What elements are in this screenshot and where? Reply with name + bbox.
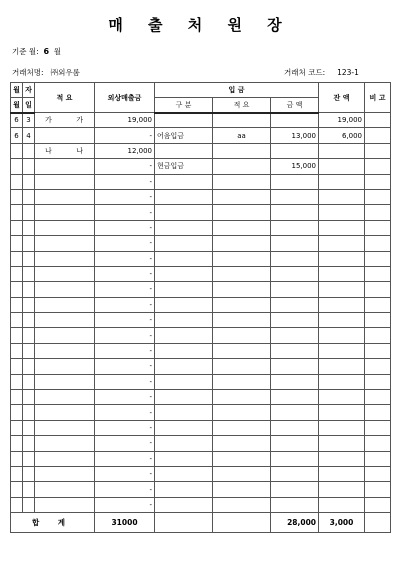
row-note [365,128,391,143]
table-row [11,282,391,297]
row-deposit-type [155,189,213,204]
row-day [23,420,35,435]
row-balance [319,405,365,420]
row-deposit-note [213,451,271,466]
row-deposit-note [213,390,271,405]
row-day [23,143,35,158]
row-credit-sales: - [95,220,155,235]
row-note [365,236,391,251]
row-month [11,359,23,374]
row-note [365,359,391,374]
row-deposit-amount [271,266,319,281]
row-day [23,266,35,281]
row-description [35,420,95,435]
row-day [23,205,35,220]
row-note [365,220,391,235]
row-deposit-note: aa [213,128,271,143]
row-deposit-amount [271,436,319,451]
row-month [11,220,23,235]
table-row [11,189,391,204]
row-description [35,451,95,466]
period-info [12,46,61,57]
period-suffix: 월 [53,47,62,56]
row-deposit-note [213,420,271,435]
row-deposit-type [155,251,213,266]
row-balance [319,236,365,251]
customer-code-label: 거래처 코드: [284,68,326,77]
row-day: 3 [23,113,35,128]
table-row [11,205,391,220]
total-deposit-amount: 28,000 [271,513,319,533]
row-credit-sales: - [95,159,155,174]
row-note [365,328,391,343]
row-deposit-amount [271,359,319,374]
row-deposit-type: 어음입금 [155,128,213,143]
row-deposit-amount: 15,000 [271,159,319,174]
row-balance: 19,000 [319,113,365,128]
row-deposit-amount [271,420,319,435]
row-description [35,497,95,512]
row-credit-sales: - [95,436,155,451]
table-row [11,174,391,189]
row-month [11,451,23,466]
row-credit-sales: 12,000 [95,143,155,158]
ledger-body [11,113,391,513]
row-deposit-amount [271,236,319,251]
row-description [35,343,95,358]
row-balance [319,420,365,435]
row-description [35,143,95,158]
row-deposit-note [213,405,271,420]
row-balance [319,328,365,343]
row-note [365,205,391,220]
row-deposit-type [155,174,213,189]
row-description [35,328,95,343]
row-deposit-type [155,420,213,435]
row-note [365,390,391,405]
row-note [365,282,391,297]
row-deposit-type [155,220,213,235]
row-balance [319,174,365,189]
row-month [11,497,23,512]
row-description [35,251,95,266]
row-day [23,405,35,420]
row-deposit-type: 현금입금 [155,159,213,174]
header-row-top [11,83,391,98]
row-description [35,313,95,328]
row-deposit-note [213,236,271,251]
row-credit-sales: - [95,297,155,312]
total-sales: 31000 [95,513,155,533]
row-deposit-note [213,251,271,266]
row-deposit-amount [271,251,319,266]
header-month: 월 [11,83,23,98]
total-deposit-type [155,513,213,533]
total-balance: 3,000 [319,513,365,533]
table-row [11,220,391,235]
row-day [23,159,35,174]
table-row [11,251,391,266]
row-deposit-amount [271,451,319,466]
row-deposit-amount [271,113,319,128]
row-description [35,266,95,281]
row-day [23,482,35,497]
row-description [35,374,95,389]
header-remarks: 비 고 [365,83,391,113]
row-day [23,451,35,466]
row-deposit-note [213,436,271,451]
row-deposit-note [213,220,271,235]
table-row [11,113,391,128]
table-row [11,482,391,497]
header-deposit-amount: 금 액 [271,98,319,113]
row-deposit-type [155,466,213,481]
row-deposit-amount [271,297,319,312]
row-description [35,113,95,128]
row-month [11,482,23,497]
row-day [23,251,35,266]
table-row [11,128,391,143]
row-deposit-amount [271,343,319,358]
row-day [23,189,35,204]
row-deposit-type [155,359,213,374]
row-description-part: 나 [45,146,53,155]
row-deposit-type [155,282,213,297]
row-deposit-amount [271,282,319,297]
row-note [365,466,391,481]
row-credit-sales: - [95,405,155,420]
row-deposit-type [155,313,213,328]
row-description [35,297,95,312]
row-credit-sales: - [95,266,155,281]
row-note [365,251,391,266]
row-credit-sales: - [95,313,155,328]
row-deposit-amount [271,374,319,389]
customer-code-info [284,67,359,78]
row-day [23,374,35,389]
row-balance [319,466,365,481]
row-deposit-type [155,343,213,358]
row-deposit-type [155,405,213,420]
customer-label: 거래처명: [12,68,44,77]
row-credit-sales: - [95,189,155,204]
row-deposit-amount [271,174,319,189]
row-deposit-note [213,297,271,312]
row-day [23,236,35,251]
ledger-table [10,82,391,533]
row-deposit-type [155,374,213,389]
row-month [11,266,23,281]
row-month [11,313,23,328]
row-credit-sales: - [95,420,155,435]
row-credit-sales: - [95,390,155,405]
row-deposit-note [213,359,271,374]
row-credit-sales: - [95,205,155,220]
row-deposit-note [213,313,271,328]
row-note [365,266,391,281]
row-balance: 6,000 [319,128,365,143]
table-row [11,328,391,343]
table-row [11,143,391,158]
row-deposit-amount [271,328,319,343]
row-credit-sales: - [95,482,155,497]
table-row [11,405,391,420]
row-note [365,374,391,389]
row-description [35,390,95,405]
row-balance [319,343,365,358]
row-description [35,189,95,204]
table-row [11,343,391,358]
table-row [11,159,391,174]
row-deposit-note [213,497,271,512]
row-description-part: 가 [45,116,53,125]
row-month [11,189,23,204]
row-note [365,405,391,420]
row-month [11,420,23,435]
row-description [35,405,95,420]
row-note [365,420,391,435]
row-deposit-amount [271,405,319,420]
row-balance [319,159,365,174]
row-day [23,497,35,512]
row-balance [319,143,365,158]
row-credit-sales: - [95,343,155,358]
row-description-part: 나 [76,146,84,155]
row-note [365,297,391,312]
customer-code-value: 123-1 [337,68,359,77]
row-description [35,282,95,297]
row-month [11,297,23,312]
row-deposit-note [213,113,271,128]
row-month [11,328,23,343]
table-row [11,497,391,512]
table-row [11,420,391,435]
row-balance [319,205,365,220]
row-description [35,159,95,174]
row-description [35,236,95,251]
row-deposit-type [155,328,213,343]
row-day [23,313,35,328]
row-credit-sales: - [95,374,155,389]
row-deposit-type [155,266,213,281]
table-row [11,374,391,389]
table-row [11,466,391,481]
header-deposit-type: 구 분 [155,98,213,113]
table-row [11,436,391,451]
row-deposit-type [155,436,213,451]
row-description [35,466,95,481]
row-deposit-amount [271,313,319,328]
header-credit-sales: 외상매출금 [95,83,155,113]
row-deposit-amount [271,497,319,512]
row-deposit-amount [271,466,319,481]
row-note [365,143,391,158]
row-note [365,174,391,189]
row-deposit-type [155,236,213,251]
row-month [11,374,23,389]
row-deposit-note [213,482,271,497]
row-description [35,482,95,497]
row-balance [319,189,365,204]
row-month [11,466,23,481]
header-deposit: 입 금 [155,83,319,98]
row-deposit-note [213,159,271,174]
header-month-sub: 월 [11,98,23,113]
period-label: 기준 월: [12,47,39,56]
row-description-part: 가 [76,116,84,125]
row-note [365,451,391,466]
row-note [365,343,391,358]
row-credit-sales: - [95,466,155,481]
row-day: 4 [23,128,35,143]
row-credit-sales: - [95,451,155,466]
row-month [11,159,23,174]
row-balance [319,282,365,297]
header-balance: 잔 액 [319,83,365,113]
row-balance [319,482,365,497]
period-value: 6 [43,47,50,56]
row-description [35,205,95,220]
row-deposit-amount [271,220,319,235]
row-deposit-note [213,282,271,297]
row-credit-sales: - [95,128,155,143]
row-note [365,189,391,204]
row-note [365,313,391,328]
row-deposit-type [155,390,213,405]
row-deposit-type [155,143,213,158]
row-month [11,282,23,297]
row-credit-sales: - [95,251,155,266]
row-month: 6 [11,113,23,128]
row-credit-sales: - [95,359,155,374]
customer-name: ㈜외우롬 [50,68,80,77]
row-deposit-type [155,297,213,312]
table-row [11,359,391,374]
row-description [35,174,95,189]
row-balance [319,374,365,389]
row-day [23,390,35,405]
row-deposit-type [155,205,213,220]
table-row [11,297,391,312]
row-day [23,220,35,235]
row-day [23,343,35,358]
table-row [11,451,391,466]
row-day [23,282,35,297]
row-note [365,497,391,512]
row-day [23,466,35,481]
row-day [23,359,35,374]
row-description [35,128,95,143]
header-deposit-note: 적 요 [213,98,271,113]
row-month: 6 [11,128,23,143]
row-deposit-amount [271,205,319,220]
row-day [23,297,35,312]
header-description: 적 요 [35,83,95,113]
row-balance [319,497,365,512]
row-deposit-type [155,113,213,128]
row-credit-sales: - [95,328,155,343]
row-note [365,482,391,497]
row-deposit-note [213,143,271,158]
row-month [11,390,23,405]
row-balance [319,313,365,328]
row-deposit-note [213,205,271,220]
row-credit-sales: 19,000 [95,113,155,128]
row-month [11,205,23,220]
row-month [11,251,23,266]
table-row [11,390,391,405]
row-deposit-note [213,174,271,189]
row-balance [319,390,365,405]
row-day [23,174,35,189]
row-balance [319,266,365,281]
total-label: 합 계 [11,513,95,533]
row-description [35,359,95,374]
row-deposit-amount [271,482,319,497]
row-balance [319,297,365,312]
row-balance [319,436,365,451]
row-deposit-amount: 13,000 [271,128,319,143]
customer-info [12,67,80,78]
table-row [11,266,391,281]
row-month [11,343,23,358]
row-day [23,328,35,343]
row-credit-sales: - [95,497,155,512]
header-day-sub: 일 [23,98,35,113]
row-credit-sales: - [95,174,155,189]
row-description [35,436,95,451]
row-deposit-type [155,497,213,512]
row-deposit-note [213,466,271,481]
row-month [11,143,23,158]
row-deposit-amount [271,390,319,405]
row-balance [319,451,365,466]
row-balance [319,251,365,266]
row-deposit-note [213,343,271,358]
row-note [365,113,391,128]
total-note [365,513,391,533]
row-balance [319,359,365,374]
row-deposit-note [213,374,271,389]
row-credit-sales: - [95,236,155,251]
total-deposit-note [213,513,271,533]
row-balance [319,220,365,235]
row-deposit-amount [271,143,319,158]
row-deposit-type [155,451,213,466]
row-deposit-note [213,189,271,204]
table-row [11,236,391,251]
row-deposit-amount [271,189,319,204]
row-note [365,159,391,174]
row-month [11,236,23,251]
total-row [11,513,391,533]
row-day [23,436,35,451]
row-month [11,174,23,189]
row-credit-sales: - [95,282,155,297]
page-title: 매 출 처 원 장 [108,16,292,34]
row-deposit-note [213,266,271,281]
table-row [11,313,391,328]
row-month [11,436,23,451]
header-day: 자 [23,83,35,98]
row-deposit-type [155,482,213,497]
row-month [11,405,23,420]
row-description [35,220,95,235]
row-deposit-note [213,328,271,343]
row-note [365,436,391,451]
